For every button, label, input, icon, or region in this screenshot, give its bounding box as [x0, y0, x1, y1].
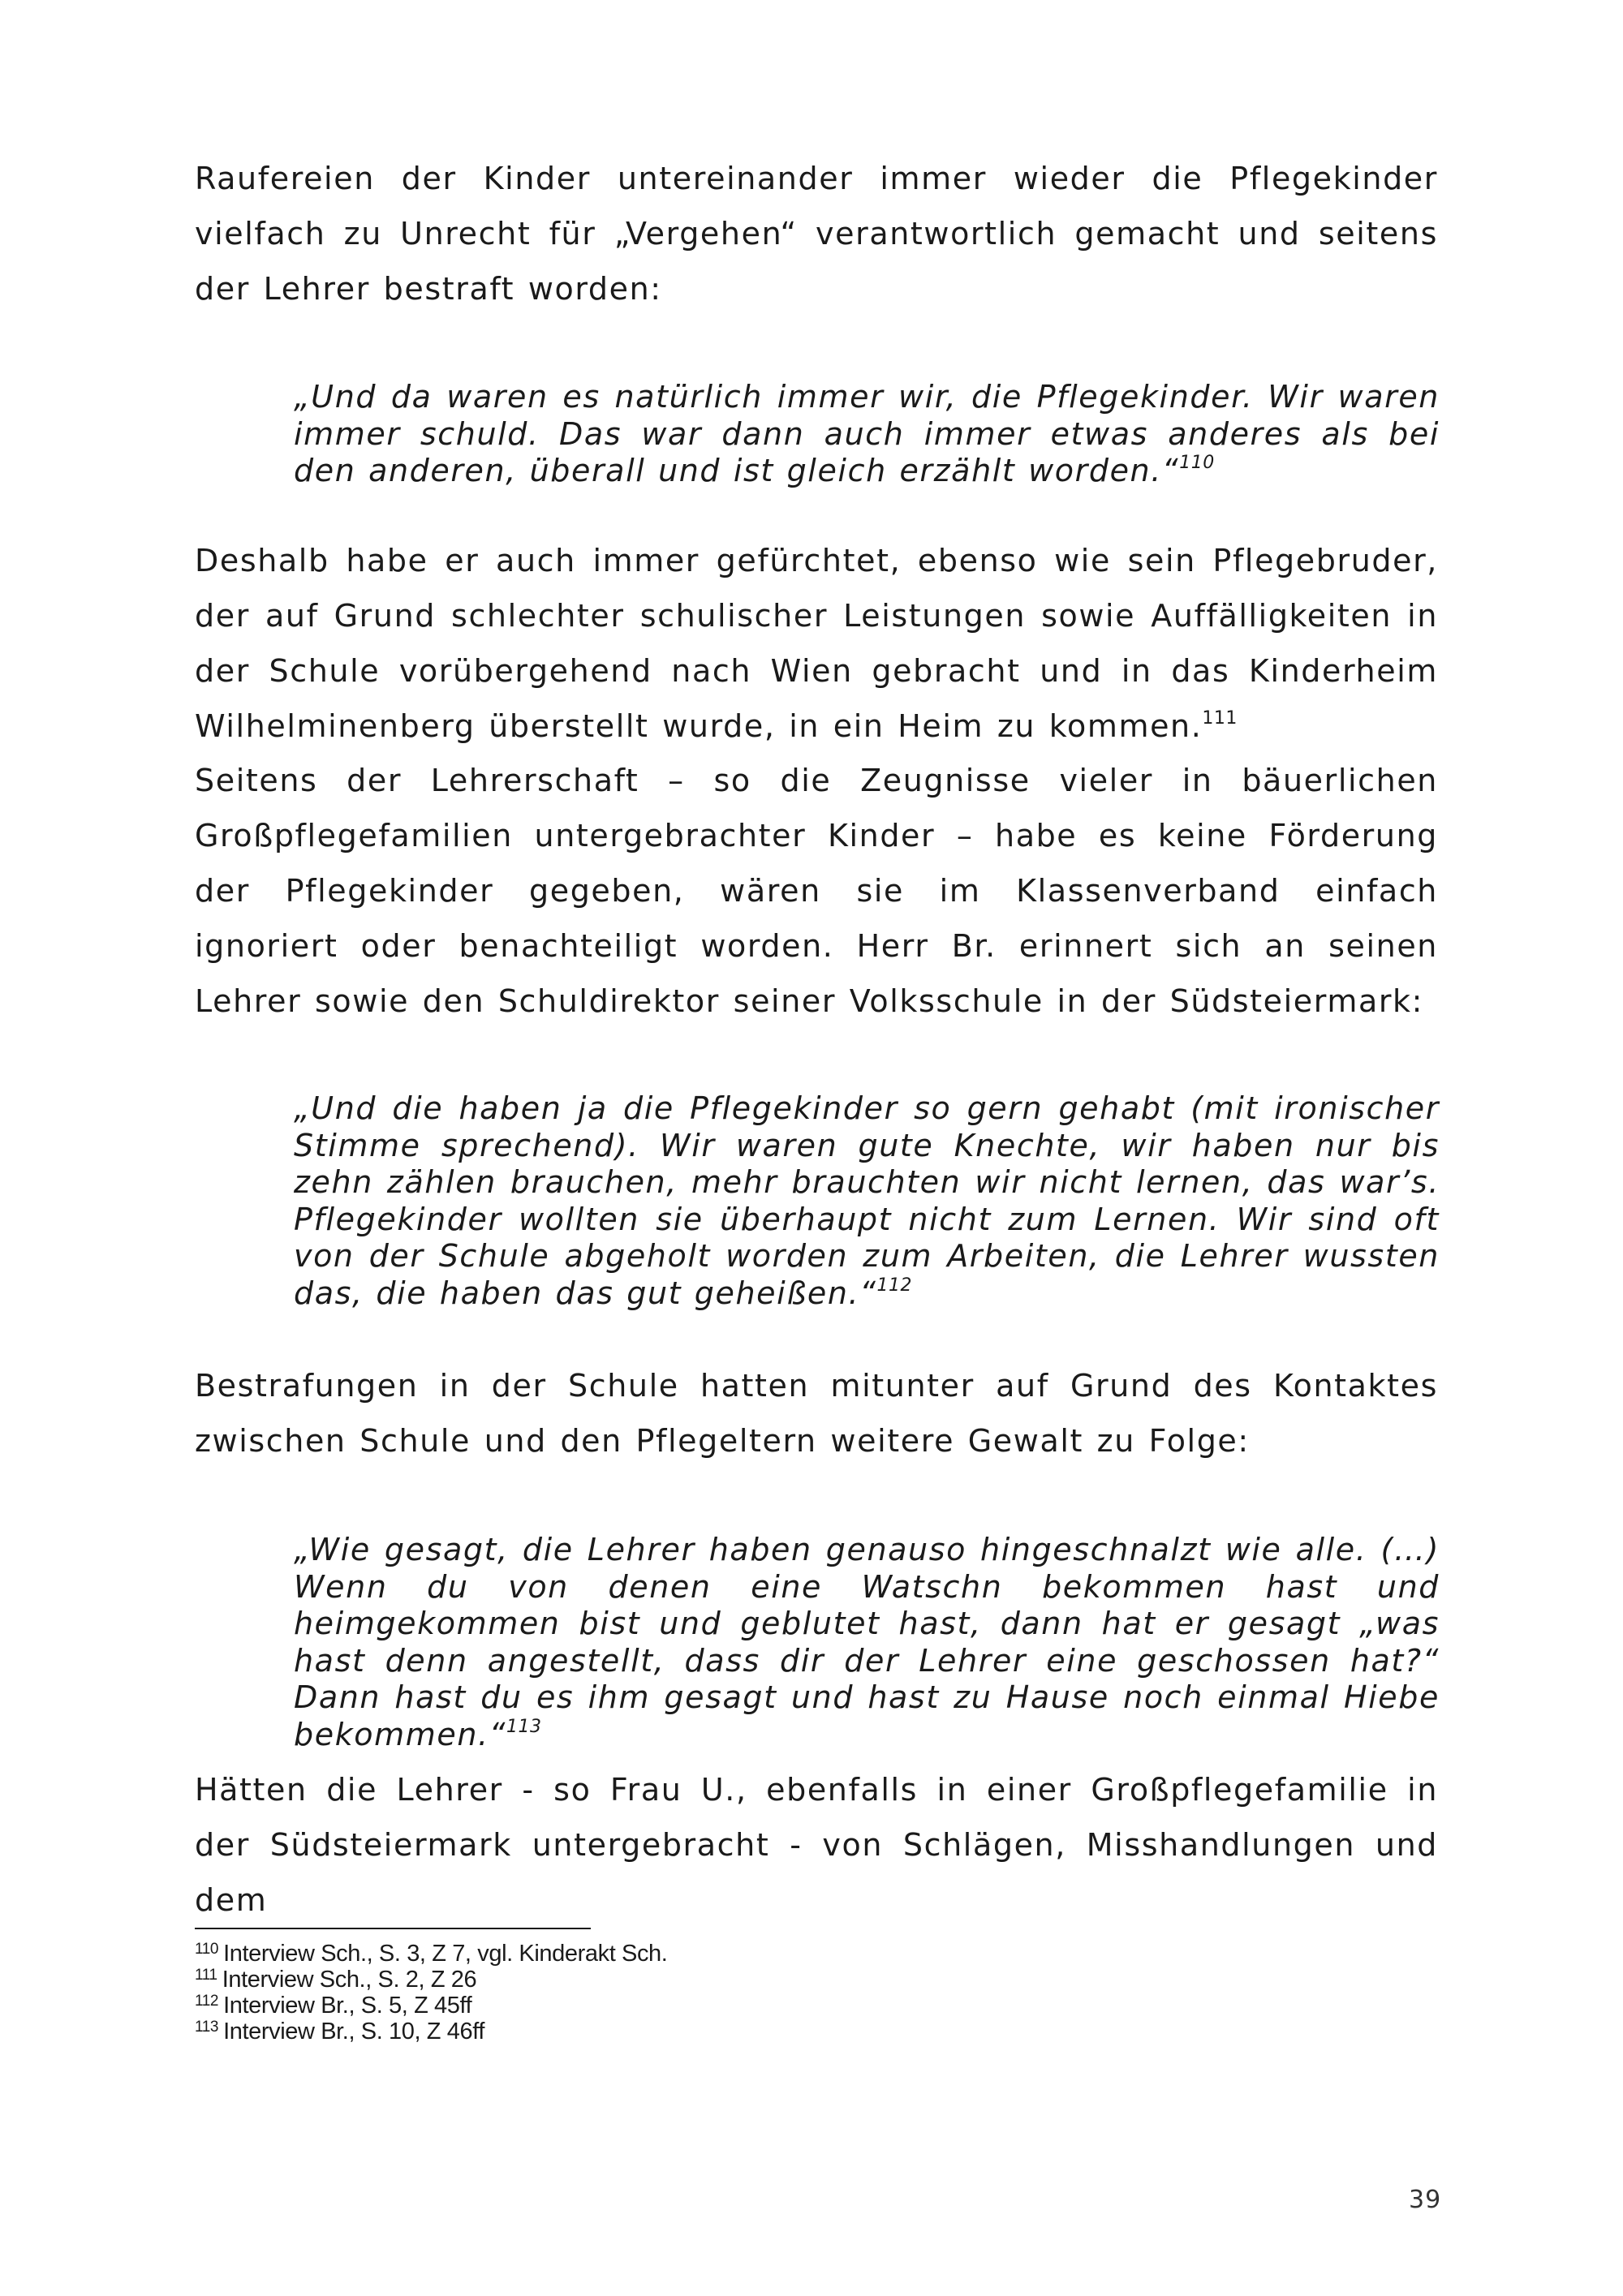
paragraph-4: Bestrafungen in der Schule hatten mitunter auf Grund des Kontaktes zwischen Schule und den Pflegeltern weitere Gewalt zu Folge:	[195, 1368, 1438, 1459]
footnote-ref-110[interactable]: 110	[1179, 453, 1215, 473]
footnote-number: 111	[195, 1967, 217, 1984]
footnote-text: Interview Br., S. 10, Z 46ff	[223, 2019, 485, 2044]
block-quote-2: „Und die haben ja die Pflegekinder so gern gehabt (mit ironischer Stimme sprechend). Wir waren gute Knechte, wir haben nur bis zehn zählen brauchen, mehr brauchten wir nicht lernen, das war’s. Pflegekinder wollten sie überhaupt nicht zum Lernen. Wir sind oft von der Schule abgeholt worden zum Arbeiten, die Lehrer wussten das, die haben das gut geheißen.“$^{112}$	[294, 1090, 1440, 1311]
footnote-text: Interview Sch., S. 2, Z 26	[222, 1967, 477, 1993]
footnote-number: 110	[195, 1941, 219, 1958]
footnote-113	[195, 2019, 1412, 2044]
footnote-ref-111[interactable]: 111	[1202, 708, 1238, 729]
footnote-number: 112	[195, 1993, 219, 2010]
paragraph-5: Hätten die Lehrer - so Frau U., ebenfalls in einer Großpflegefamilie in der Südsteiermark untergebracht - von Schlägen, Misshandlungen und dem	[195, 1772, 1438, 1918]
footnote-110	[195, 1941, 1412, 1967]
footnote-text: Interview Sch., S. 3, Z 7, vgl. Kinderakt Sch.	[223, 1941, 668, 1967]
footnote-text: Interview Br., S. 5, Z 45ff	[223, 1993, 472, 2019]
paragraph-1: Raufereien der Kinder untereinander immer wieder die Pflegekinder vielfach zu Unrecht für „Vergehen“ verantwortlich gemacht und seitens der Lehrer bestraft worden:	[195, 161, 1438, 307]
page-number: 39	[1409, 2186, 1442, 2214]
footnote-ref-113[interactable]: 113	[506, 1716, 542, 1737]
block-quote-1: „Und da waren es natürlich immer wir, die Pflegekinder. Wir waren immer schuld. Das war dann auch immer etwas anderes als bei den anderen, überall und ist gleich erzählt worden.“$^{110}$	[294, 379, 1440, 488]
footnotes	[195, 1941, 1412, 2044]
paragraph-2: Deshalb habe er auch immer gefürchtet, ebenso wie sein Pflegebruder, der auf Grund schlechter schulischer Leistungen sowie Auffälligkeiten in der Schule vorübergehend nach Wien gebracht und in das Kinderheim Wilhelminenberg überstellt wurde, in ein Heim zu kommen.$^{111}$	[195, 543, 1438, 744]
footnote-111	[195, 1967, 1412, 1993]
footnote-number: 113	[195, 2019, 219, 2036]
block-quote-3: „Wie gesagt, die Lehrer haben genauso hingeschnalzt wie alle. (…) Wenn du von denen eine Watschn bekommen hast und heimgekommen bist und geblutet hast, dann hat er gesagt „was hast denn angestellt, dass dir der Lehrer eine geschossen hat?“ Dann hast du es ihm gesagt und hast zu Hause noch einmal Hiebe bekommen.“$^{113}$	[294, 1532, 1440, 1752]
footnote-ref-112[interactable]: 112	[876, 1275, 912, 1296]
footnote-separator	[195, 1928, 591, 1929]
footnote-112	[195, 1993, 1412, 2019]
paragraph-3: Seitens der Lehrerschaft – so die Zeugnisse vieler in bäuerlichen Großpflegefamilien untergebrachter Kinder – habe es keine Förderung der Pflegekinder gegeben, wären sie im Klassenverband einfach ignoriert oder benachteiligt worden. Herr Br. erinnert sich an seinen Lehrer sowie den Schuldirektor seiner Volksschule in der Südsteiermark:	[195, 763, 1438, 1019]
